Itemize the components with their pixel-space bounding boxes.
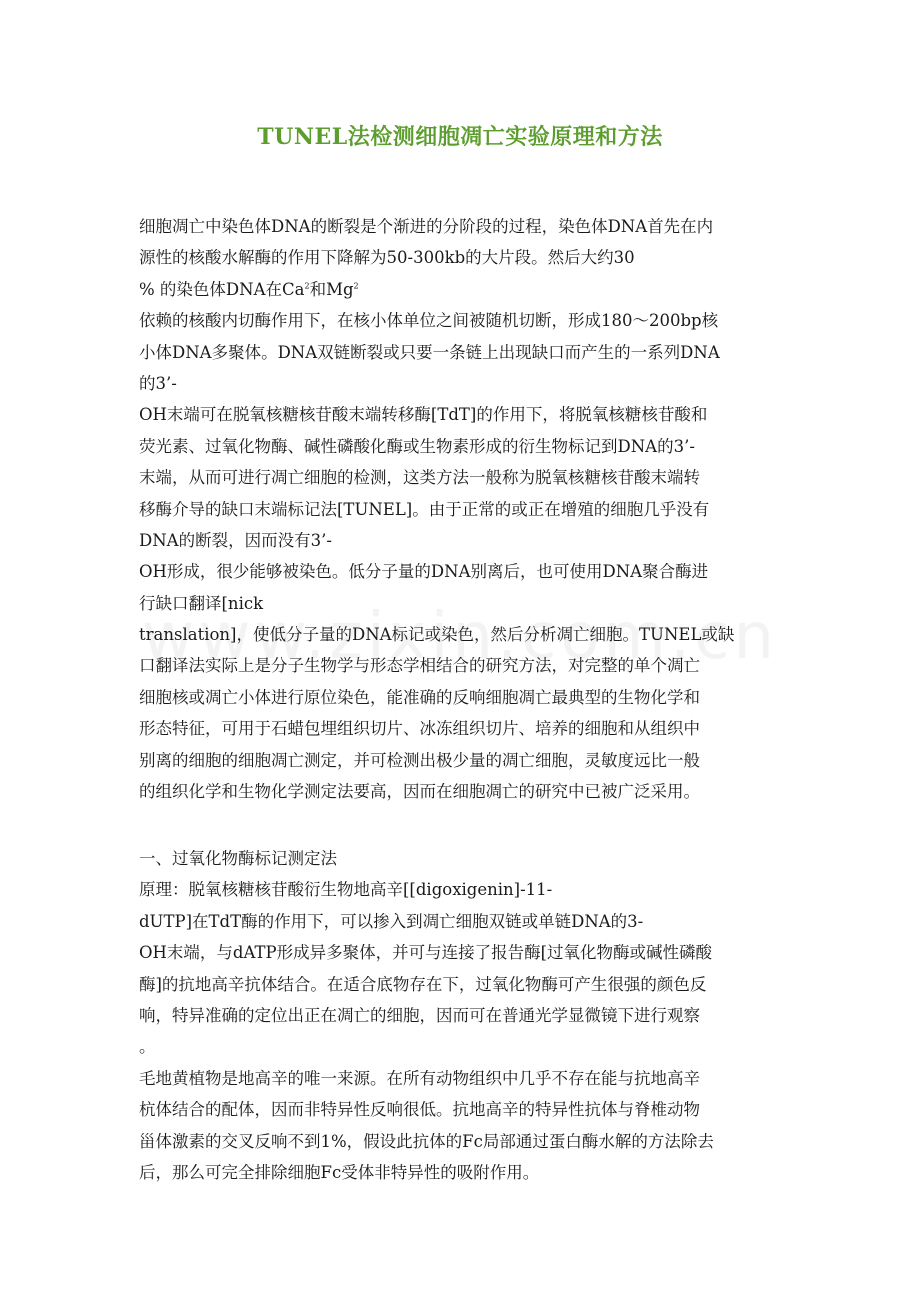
ion-prefix: % 的染色体DNA在Ca bbox=[139, 279, 305, 299]
text-line: 口翻译法实际上是分子生物学与形态学相结合的研究方法，对完整的单个凋亡 bbox=[139, 656, 700, 676]
text-line: DNA的断裂，因而没有3’- bbox=[139, 530, 332, 550]
text-line: 甾体激素的交叉反响不到1%，假设此抗体的Fc局部通过蛋白酶水解的方法除去 bbox=[139, 1131, 714, 1151]
text-line: OH末端，与dATP形成异多聚体，并可与连接了报告酶[过氧化物酶或碱性磷酸 bbox=[139, 943, 713, 963]
text-line: 源性的核酸水解酶的作用下降解为50-300kb的大片段。然后大约30 bbox=[139, 248, 635, 268]
text-line: OH末端可在脱氧核糖核苷酸末端转移酶[TdT]的作用下，将脱氧核糖核苷酸和 bbox=[139, 405, 708, 425]
text-line: 毛地黄植物是地高辛的唯一来源。在所有动物组织中几乎不存在能与抗地高辛 bbox=[139, 1068, 700, 1088]
text-line: 杭体结合的配体，因而非特异性反响很低。抗地高辛的特异性抗体与脊椎动物 bbox=[139, 1100, 700, 1120]
text-line: dUTP]在TdT酶的作用下，可以掺入到凋亡细胞双链或单链DNA的3- bbox=[139, 911, 644, 931]
section-heading: 一、过氧化物酶标记测定法 bbox=[139, 849, 337, 868]
text-line: 细胞核或凋亡小体进行原位染色，能准确的反响细胞凋亡最典型的生物化学和 bbox=[139, 687, 700, 707]
text-line: 原理：脱氧核糖核苷酸衍生物地高辛[[digoxigenin]-11- bbox=[139, 880, 553, 900]
text-line: 后，那么可完全排除细胞Fc受体非特异性的吸附作用。 bbox=[139, 1162, 540, 1182]
section-1 bbox=[139, 843, 784, 1188]
ion-middle: 和Mg bbox=[309, 279, 354, 299]
text-line: OH形成，很少能够被染色。低分子量的DNA别离后，也可使用DNA聚合酶进 bbox=[139, 562, 709, 582]
text-line: 别离的细胞的细胞凋亡测定，并可检测出极少量的凋亡细胞，灵敏度远比一般 bbox=[139, 750, 700, 770]
text-line: 小体DNA多聚体。DNA双链断裂或只要一条链上出现缺口而产生的一系列DNA bbox=[139, 342, 720, 362]
text-line: 行缺口翻译[nick bbox=[139, 593, 264, 613]
text-line: 酶]的抗地高辛抗体结合。在适合底物存在下，过氧化物酶可产生很强的颜色反 bbox=[139, 974, 707, 994]
text-line: 依赖的核酸内切酶作用下，在核小体单位之间被随机切断，形成180～200bp核 bbox=[139, 311, 719, 331]
text-line: 。 bbox=[139, 1037, 156, 1057]
text-line: 细胞凋亡中染色体DNA的断裂是个渐进的分阶段的过程，染色体DNA首先在内 bbox=[139, 217, 714, 236]
text-line: 末端，从而可进行凋亡细胞的检测，这类方法一般称为脱氧核糖核苷酸末端转 bbox=[139, 468, 700, 488]
document-title: TUNEL法检测细胞凋亡实验原理和方法 bbox=[257, 124, 663, 150]
ion-line bbox=[139, 274, 784, 305]
text-line: translation]，使低分子量的DNA标记或染色，然后分析凋亡细胞。TUNEL或缺 bbox=[139, 625, 735, 645]
intro-paragraph bbox=[139, 211, 784, 807]
text-line: 移酶介导的缺口末端标记法[TUNEL]。由于正常的或正在增殖的细胞几乎没有 bbox=[139, 499, 710, 519]
text-line: 荧光素、过氧化物酶、碱性磷酸化酶或生物素形成的衍生物标记到DNA的3’- bbox=[139, 436, 695, 456]
text-line: 响，特异准确的定位出正在凋亡的细胞，因而可在普通光学显微镜下进行观察 bbox=[139, 1005, 700, 1025]
text-line: 的3’- bbox=[139, 373, 177, 393]
mg-superscript: 2 bbox=[353, 281, 359, 291]
text-line: 形态特征，可用于石蜡包埋组织切片、冰冻组织切片、培养的细胞和从组织中 bbox=[139, 719, 700, 739]
text-line: 的组织化学和生物化学测定法要高，因而在细胞凋亡的研究中已被广泛采用。 bbox=[139, 782, 700, 802]
ca-superscript: 2 bbox=[304, 281, 310, 291]
